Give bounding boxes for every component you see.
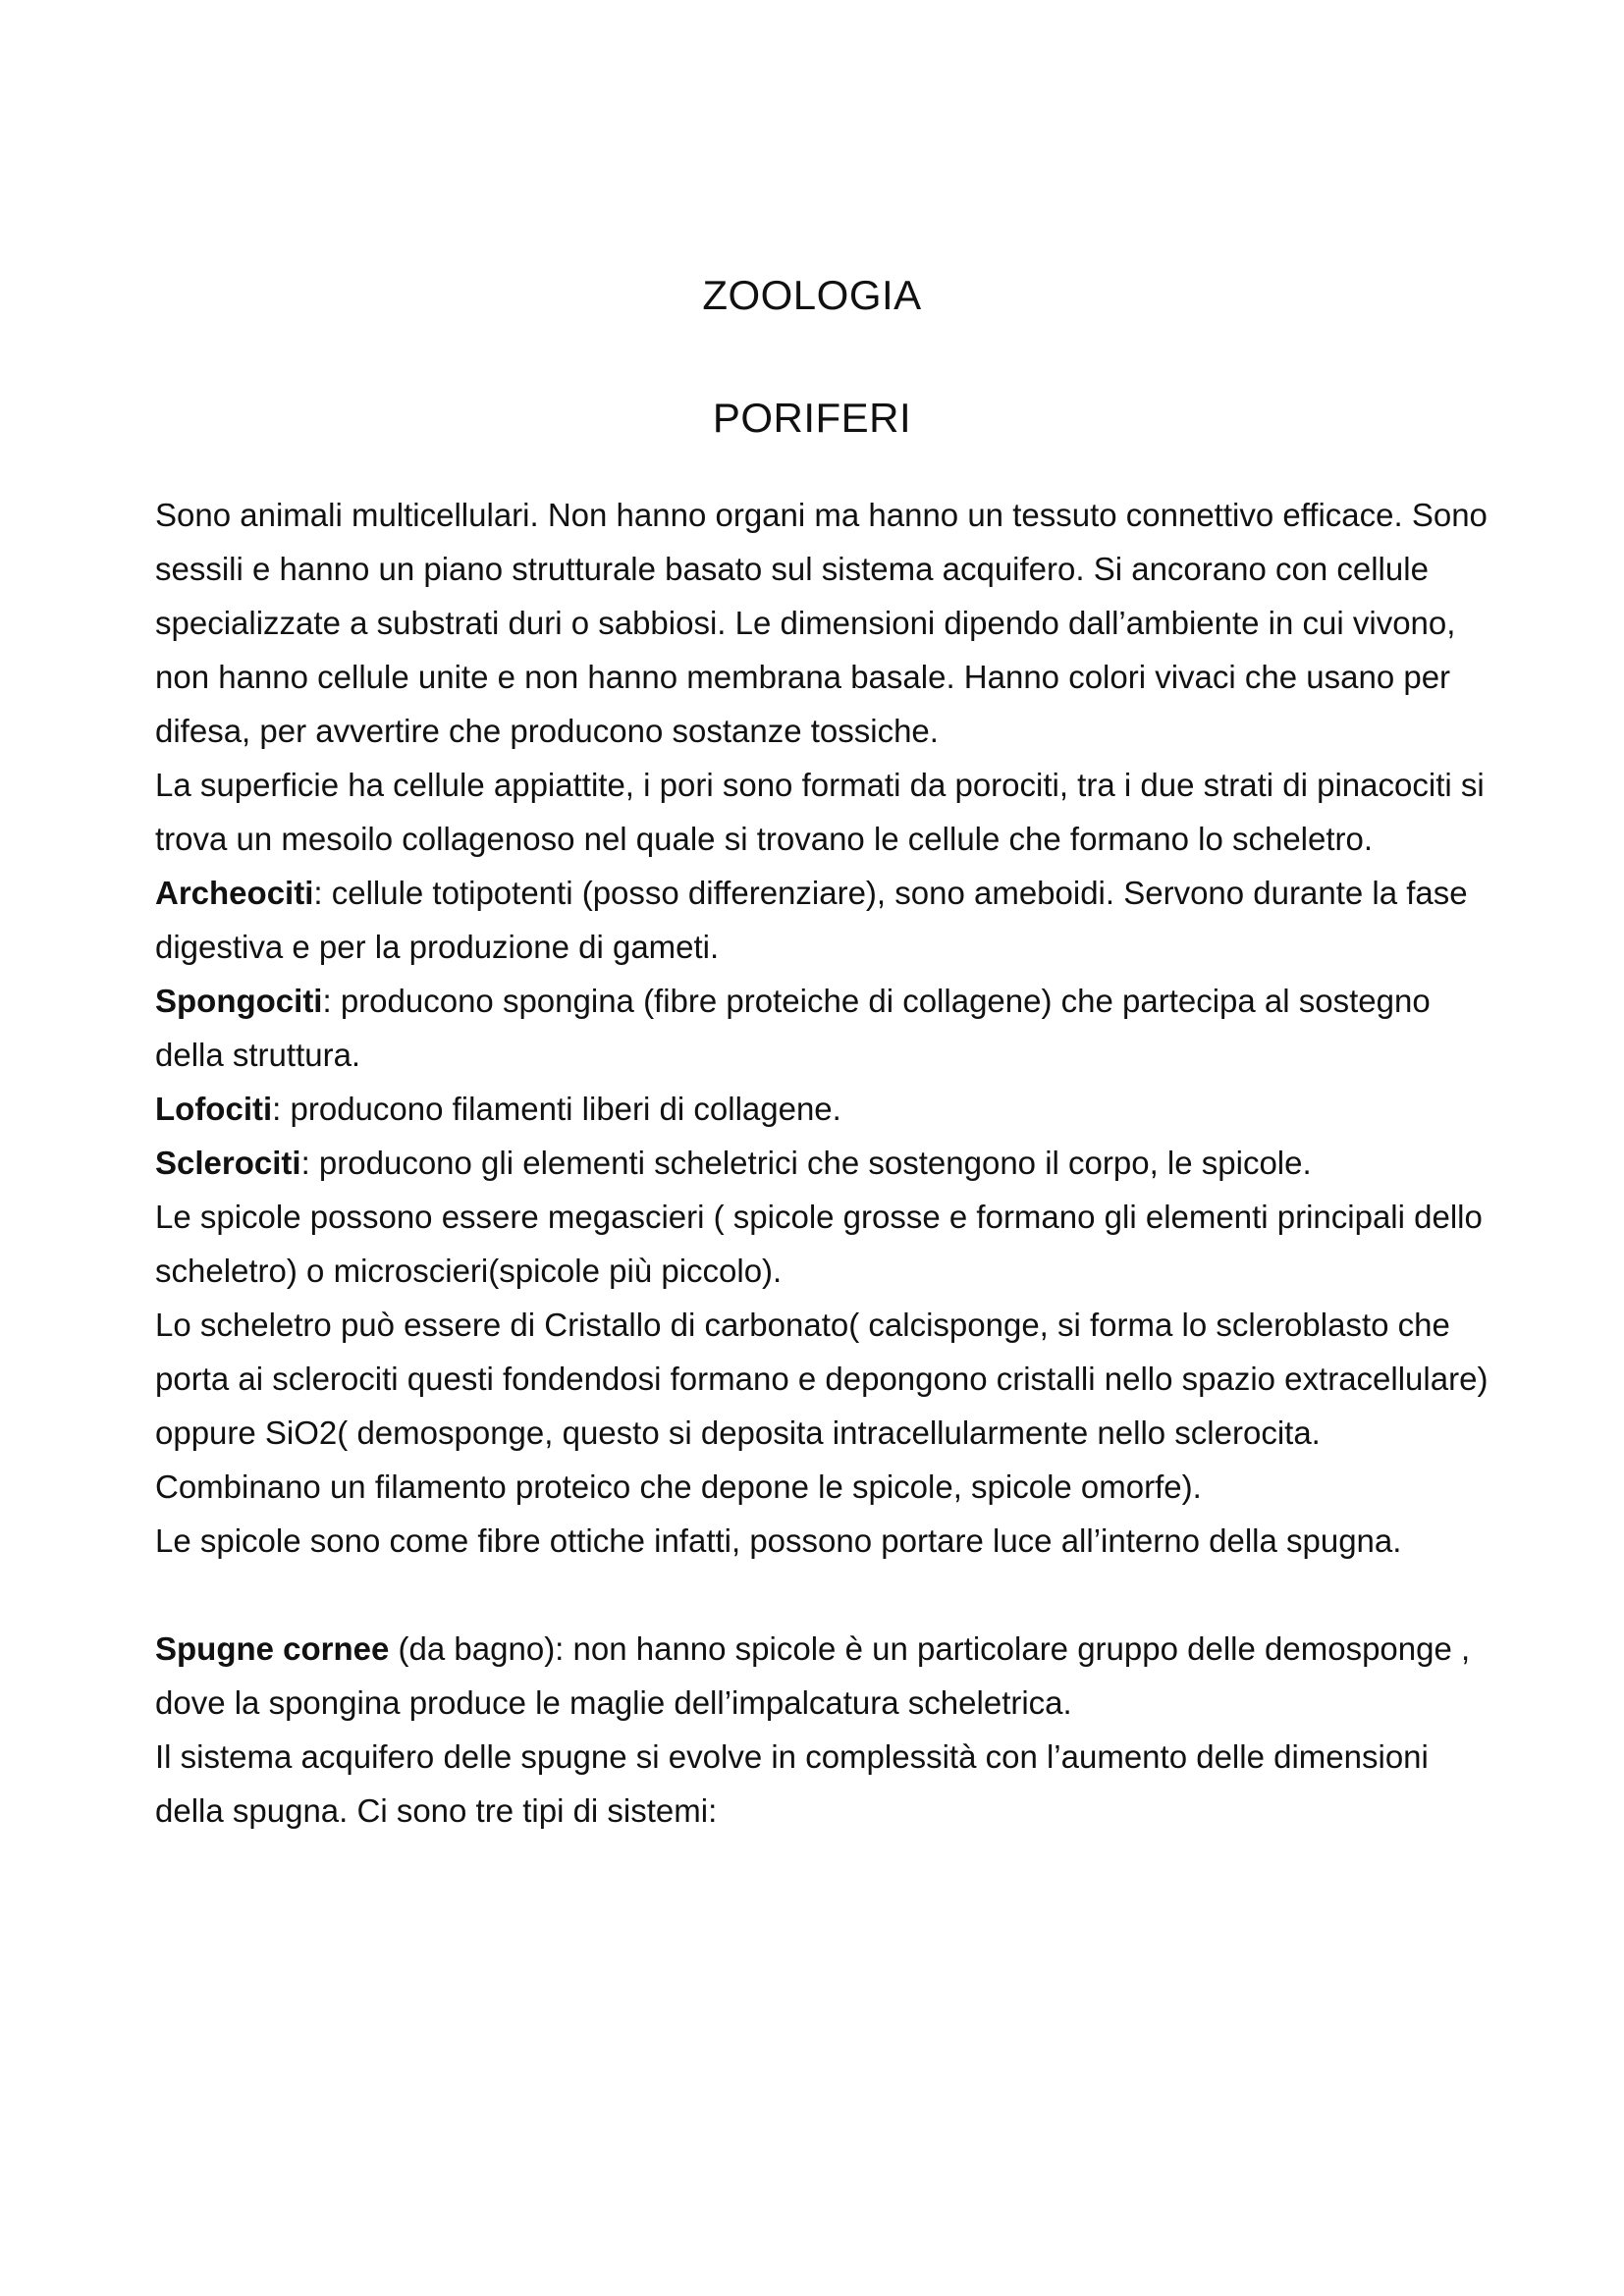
term-archeociti: Archeociti — [155, 875, 314, 911]
paragraph-spugne-cornee — [155, 1622, 1490, 1730]
paragraph-skeleton: Lo scheletro può essere di Cristallo di carbonato( calcisponge, si forma lo scleroblasto che porta ai sclerociti questi fondendosi formano e depongono cristalli nello spazio extracellulare) oppure SiO2( demosponge, questo si deposita intracellularmente nello sclerocita. Combinano un filamento proteico che depone le spicole, spicole omorfe). — [155, 1307, 1489, 1505]
definition-archeociti: : cellule totipotenti (posso differenziare), sono ameboidi. Servono durante la fase digestiva e per la produzione di gameti. — [155, 875, 1468, 965]
term-spongociti: Spongociti — [155, 983, 323, 1019]
definition-spugne-cornee: (da bagno): non hanno spicole è un particolare gruppo delle demosponge , dove la spongina produce le maglie dell’impalcatura scheletrica. — [155, 1630, 1471, 1721]
paragraph-archeociti — [155, 866, 1490, 974]
definition-lofociti: : producono filamenti liberi di collagene. — [272, 1091, 841, 1127]
paragraph-optics: Le spicole sono come fibre ottiche infatti, possono portare luce all’interno della spugna. — [155, 1522, 1402, 1559]
paragraph-surface: La superficie ha cellule appiattite, i pori sono formati da porociti, tra i due strati di pinacociti si trova un mesoilo collagenoso nel quale si trovano le cellule che formano lo scheletro. — [155, 767, 1485, 857]
page-title: ZOOLOGIA — [702, 272, 922, 318]
paragraph-acquifero: Il sistema acquifero delle spugne si evolve in complessità con l’aumento delle dimensioni della spugna. Ci sono tre tipi di sistemi: — [155, 1738, 1429, 1829]
paragraph-spongociti — [155, 974, 1490, 1082]
paragraph-gap — [155, 1568, 1490, 1622]
definition-spongociti: : producono spongina (fibre proteiche di collagene) che partecipa al sostegno della struttura. — [155, 983, 1431, 1073]
term-sclerociti: Sclerociti — [155, 1145, 301, 1181]
section-title: PORIFERI — [712, 395, 912, 441]
paragraph-intro: Sono animali multicellulari. Non hanno organi ma hanno un tessuto connettivo efficace. Sono sessili e hanno un piano strutturale basato sul sistema acquifero. Si ancorano con cellule specializzate a substrati duri o sabbiosi. Le dimensioni dipendo dall’ambiente in cui vivono, non hanno cellule unite e non hanno membrana basale. Hanno colori vivaci che usano per difesa, per avvertire che producono sostanze tossiche. — [155, 497, 1488, 749]
term-lofociti: Lofociti — [155, 1091, 273, 1127]
term-spugne-cornee: Spugne cornee — [155, 1630, 390, 1667]
paragraph-lofociti — [155, 1082, 1490, 1136]
definition-sclerociti: : producono gli elementi scheletrici che sostengono il corpo, le spicole. — [300, 1145, 1312, 1181]
body-text — [155, 488, 1490, 1838]
paragraph-spicole-types: Le spicole possono essere megascieri ( spicole grosse e formano gli elementi principali dello scheletro) o microscieri(spicole più piccolo). — [155, 1199, 1483, 1289]
paragraph-sclerociti — [155, 1136, 1490, 1190]
